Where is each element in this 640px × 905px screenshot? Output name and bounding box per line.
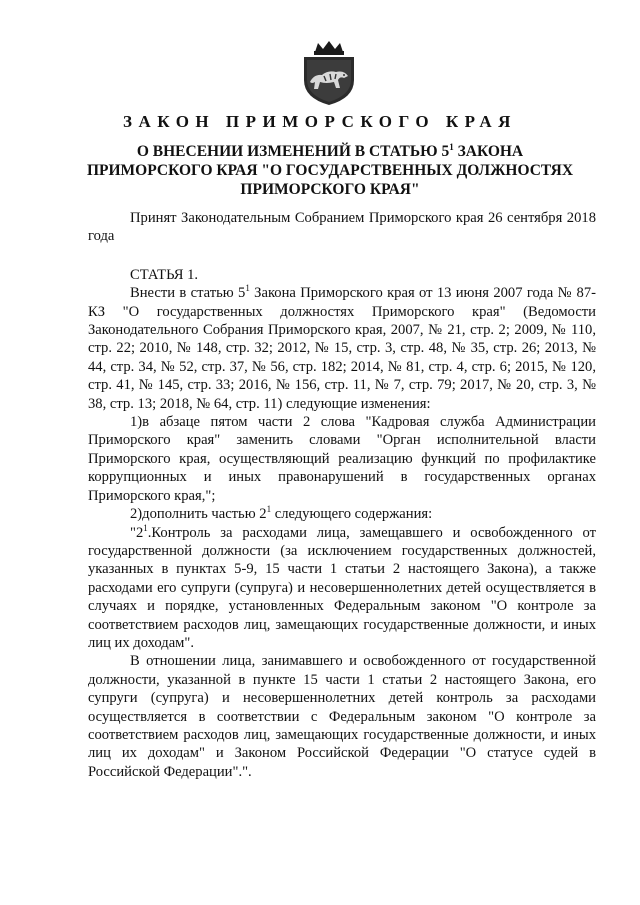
law-subtitle: О ВНЕСЕНИИ ИЗМЕНЕНИЙ В СТАТЬЮ $5^1$ ЗАКОНА ПРИМОРСКОГО КРАЯ "О ГОСУДАРСТВЕННЫХ ДОЛЖНОСТЯХ ПРИМОРСКОГО КРАЯ" xyxy=(86,141,574,198)
amendment-item-1: 1)в абзаце пятом части 2 слова "Кадровая служба Администрации Приморского края" заменить словами "Орган исполнительной власти Приморского края, осуществляющий реализацию функций по профилактике коррупционных и иных правонарушений в государственных органах Приморского края,"; xyxy=(88,414,596,504)
law-body xyxy=(88,209,596,781)
primorsky-coat-of-arms-icon xyxy=(300,40,358,106)
inserted-text-paragraph-2: В отношении лица, занимавшего и освобожденного от государственной должности, указанной в пункте 15 части 1 статьи 2 настоящего Закона, его супруги (супруга) и несовершеннолетних детей контроль за расходами осуществляется в соответствии с Федеральным законом "О контроле за соответствием расходов лиц, замещающих государственные должности, и иных лиц их доходам" и Законом Российской Федерации "О статусе судей в Российской Федерации".". xyxy=(88,653,596,780)
inserted-text-paragraph-1: "$2^1.Контроль$ за расходами лица, замещавшего и освобожденного от государственной должности (за исключением государственных должностей, указанных в пунктах 5-9, 15 части 1 статьи 2 настоящего Закона), а также расходами его супруги (супруга) и несовершеннолетних детей осуществляется в случаях и порядке, установленных Федеральным законом "О контроле за соответствием расходов лиц, замещающих государственные должности, и иных лиц их доходам". xyxy=(88,522,596,651)
law-title: ЗАКОН ПРИМОРСКОГО КРАЯ xyxy=(123,112,517,131)
amendment-item-2: 2)дополнить частью $2^1$ следующего содержания: xyxy=(130,504,433,523)
adoption-line: Принят Законодательным Собранием Приморского края 26 сентября 2018 года xyxy=(88,210,596,245)
article-intro-paragraph: Внести в статью $5^1$ Закона Приморского края от 13 июня 2007 года № 87-КЗ "О государственных должностях Приморского края" (Ведомости Законодательного Собрания Приморского края, 2007, № 21, стр. 2; 2009, № 110, стр. 22; 2010, № 148, стр. 32; 2012, № 15, стр. 3, стр. 48, № 35, стр. 26; 2013, № 44, стр. 34, № 52, стр. 37, № 56, стр. 182; 2014, № 81, стр. 4, стр. 6; 2015, № 120, стр. 41, № 145, стр. 33; 2016, № 156, стр. 11, № 7, стр. 79; 2017, № 20, стр. 3, № 38, стр. 13; 2018, № 64, стр. 11) следующие изменения: xyxy=(88,283,596,412)
article-heading: СТАТЬЯ 1. xyxy=(130,266,199,283)
